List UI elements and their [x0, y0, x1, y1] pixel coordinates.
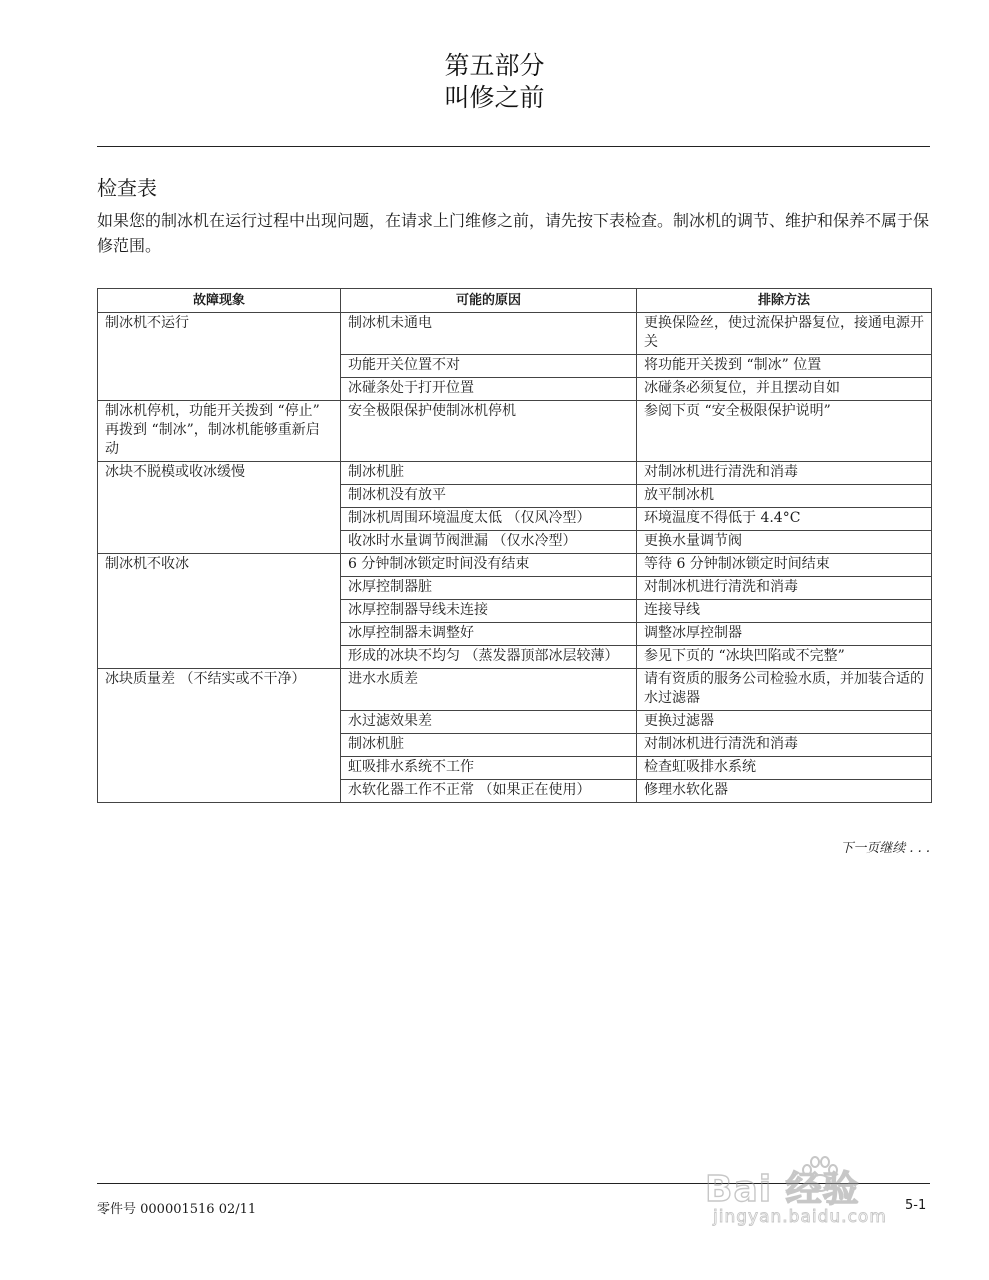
table-row [98, 401, 932, 462]
remedy-cell: 参阅下页 “安全极限保护说明” [637, 401, 932, 462]
cause-cell: 冰厚控制器导线未连接 [341, 600, 637, 623]
cause-cell: 制冰机脏 [341, 462, 637, 485]
remedy-cell: 放平制冰机 [637, 485, 932, 508]
section-title: 叫修之前 [444, 83, 545, 112]
remedy-cell: 请有资质的服务公司检验水质，并加装合适的水过滤器 [637, 669, 932, 711]
table-row [98, 313, 932, 355]
header-symptom: 故障现象 [98, 289, 341, 313]
cause-cell: 水过滤效果差 [341, 711, 637, 734]
header-cause: 可能的原因 [341, 289, 637, 313]
cause-cell: 制冰机未通电 [341, 313, 637, 355]
remedy-cell: 更换水量调节阀 [637, 531, 932, 554]
cause-cell: 制冰机周围环境温度太低 （仅风冷型） [341, 508, 637, 531]
cause-cell: 6 分钟制冰锁定时间没有结束 [341, 554, 637, 577]
symptom-cell: 制冰机停机，功能开关拨到 “停止” 再拨到 “制冰”，制冰机能够重新启动 [98, 401, 341, 462]
cause-cell: 制冰机脏 [341, 734, 637, 757]
baidu-watermark [705, 1143, 945, 1235]
cause-cell: 制冰机没有放平 [341, 485, 637, 508]
table-header-row [98, 289, 932, 313]
cause-cell: 虹吸排水系统不工作 [341, 757, 637, 780]
remedy-cell: 对制冰机进行清洗和消毒 [637, 734, 932, 757]
cause-cell: 功能开关位置不对 [341, 355, 637, 378]
table-row [98, 669, 932, 711]
remedy-cell: 对制冰机进行清洗和消毒 [637, 462, 932, 485]
symptom-cell: 冰块不脱模或收冰缓慢 [98, 462, 341, 554]
cause-cell: 水软化器工作不正常 （如果正在使用） [341, 780, 637, 803]
cause-cell: 安全极限保护使制冰机停机 [341, 401, 637, 462]
remedy-cell: 参见下页的 “冰块凹陷或不完整” [637, 646, 932, 669]
header-divider [97, 146, 930, 147]
cause-cell: 收冰时水量调节阀泄漏 （仅水冷型） [341, 531, 637, 554]
footer-page-number: 5-1 [905, 1198, 927, 1213]
cause-cell: 进水水质差 [341, 669, 637, 711]
header-remedy: 排除方法 [637, 289, 932, 313]
remedy-cell: 更换保险丝，使过流保护器复位，接通电源开关 [637, 313, 932, 355]
table-row [98, 462, 932, 485]
cause-cell: 冰厚控制器未调整好 [341, 623, 637, 646]
cause-cell: 形成的冰块不均匀 （蒸发器顶部冰层较薄） [341, 646, 637, 669]
section-number: 第五部分 [444, 51, 545, 80]
paw-icon [798, 1153, 842, 1197]
checklist-heading: 检查表 [97, 176, 157, 200]
remedy-cell: 冰碰条必须复位，并且摆动自如 [637, 378, 932, 401]
troubleshooting-table [97, 288, 932, 803]
remedy-cell: 调整冰厚控制器 [637, 623, 932, 646]
remedy-cell: 等待 6 分钟制冰锁定时间结束 [637, 554, 932, 577]
cause-cell: 冰碰条处于打开位置 [341, 378, 637, 401]
symptom-cell: 制冰机不收冰 [98, 554, 341, 669]
footer-part-number: 零件号 000001516 02/11 [97, 1202, 257, 1217]
remedy-cell: 连接导线 [637, 600, 932, 623]
remedy-cell: 对制冰机进行清洗和消毒 [637, 577, 932, 600]
section-header [0, 50, 989, 114]
remedy-cell: 环境温度不得低于 4.4°C [637, 508, 932, 531]
watermark-url: jingyan.baidu.com [713, 1207, 887, 1227]
intro-paragraph: 如果您的制冰机在运行过程中出现问题，在请求上门维修之前，请先按下表检查。制冰机的调节、维护和保养不属于保修范围。 [97, 211, 930, 255]
cause-cell: 冰厚控制器脏 [341, 577, 637, 600]
continued-note: 下一页继续 . . . [840, 841, 930, 856]
table-row [98, 554, 932, 577]
remedy-cell: 将功能开关拨到 “制冰” 位置 [637, 355, 932, 378]
watermark-brand: Bai 经验 [705, 1169, 860, 1210]
symptom-cell: 冰块质量差 （不结实或不干净） [98, 669, 341, 803]
remedy-cell: 更换过滤器 [637, 711, 932, 734]
remedy-cell: 修理水软化器 [637, 780, 932, 803]
remedy-cell: 检查虹吸排水系统 [637, 757, 932, 780]
symptom-cell: 制冰机不运行 [98, 313, 341, 401]
